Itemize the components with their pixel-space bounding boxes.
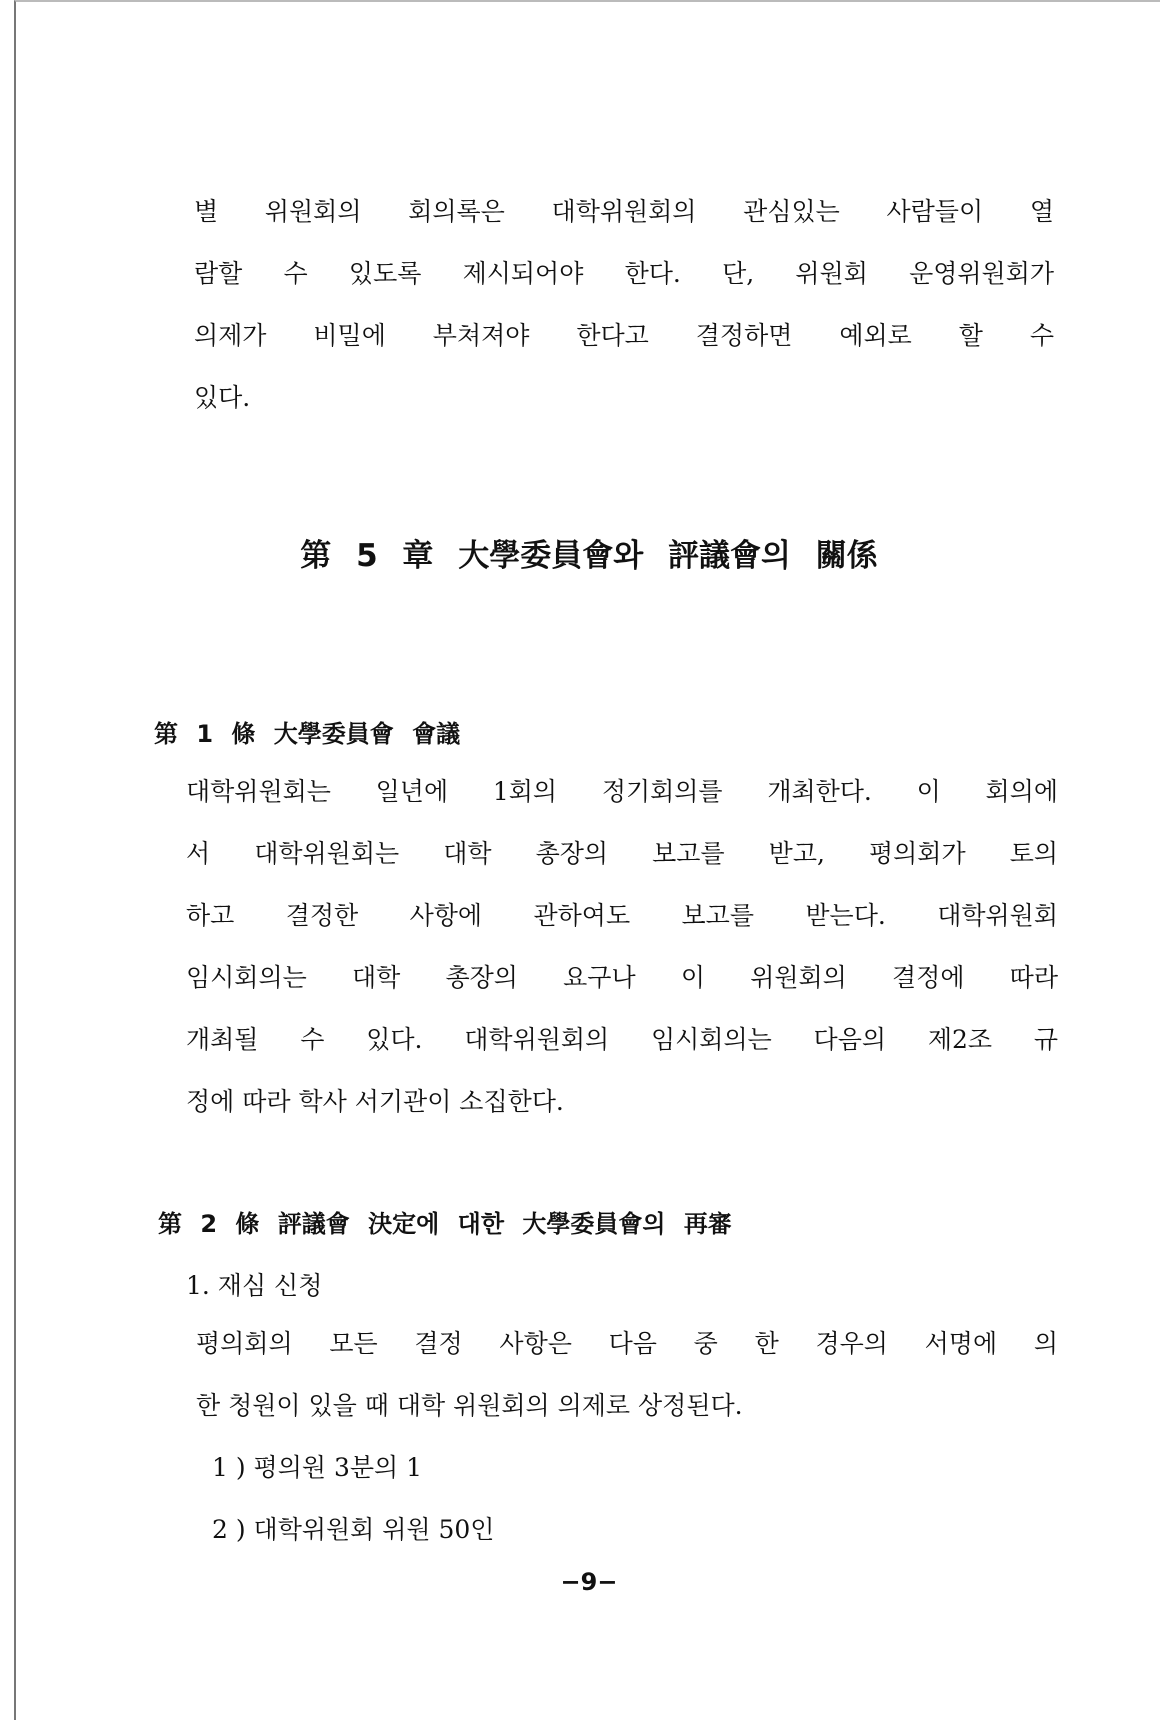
article-1-line: 정에 따라 학사 서기관이 소집한다. <box>186 1087 564 1116</box>
document-page <box>14 0 1160 1720</box>
article-2-subheading: 1. 재심 신청 <box>186 1271 323 1300</box>
paragraph-line: 있다. <box>194 383 251 412</box>
article-1-line: 임시회의는 대학 총장의 요구나 이 위원회의 결정에 따라 <box>186 963 1058 992</box>
paragraph-line: 람할 수 있도록 제시되어야 한다. 단, 위원회 운영위원회가 <box>194 259 1054 288</box>
article-1-line: 서 대학위원회는 대학 총장의 보고를 받고, 평의회가 토의 <box>186 839 1058 868</box>
article-1-heading: 第 1 條 大學委員會 會議 <box>154 720 461 748</box>
article-1-line: 대학위원회는 일년에 1회의 정기회의를 개최한다. 이 회의에 <box>186 777 1058 806</box>
article-2-heading: 第 2 條 評議會 決定에 대한 大學委員會의 再審 <box>158 1210 732 1238</box>
article-1-line: 하고 결정한 사항에 관하여도 보고를 받는다. 대학위원회 <box>186 901 1058 930</box>
article-1-line: 개최될 수 있다. 대학위원회의 임시회의는 다음의 제2조 규 <box>186 1025 1058 1054</box>
article-2-item: 1 ) 평의원 3분의 1 <box>212 1453 423 1482</box>
article-2-line: 한 청원이 있을 때 대학 위원회의 의제로 상정된다. <box>196 1391 743 1420</box>
article-2-item: 2 ) 대학위원회 위원 50인 <box>212 1515 495 1544</box>
article-2-line: 평의회의 모든 결정 사항은 다음 중 한 경우의 서명에 의 <box>196 1329 1058 1358</box>
paragraph-line: 의제가 비밀에 부쳐져야 한다고 결정하면 예외로 할 수 <box>194 321 1054 350</box>
chapter-title: 第 5 章 大學委員會와 評議會의 關係 <box>300 538 878 574</box>
page-number: −9− <box>560 1568 618 1596</box>
paragraph-line: 별 위원회의 회의록은 대학위원회의 관심있는 사람들이 열 <box>194 197 1054 226</box>
